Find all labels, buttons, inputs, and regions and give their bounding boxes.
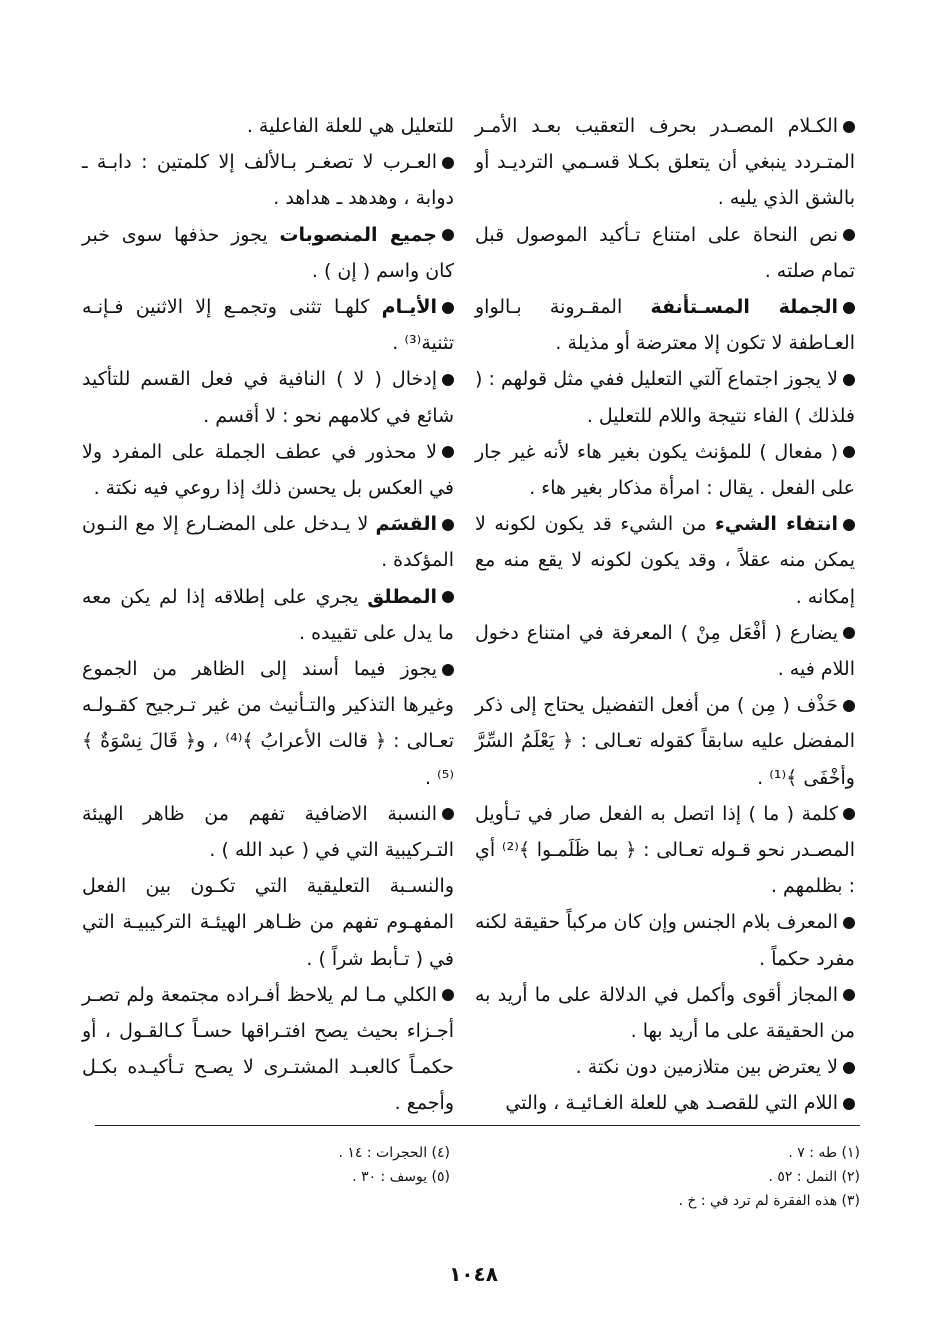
paragraph: [82, 289, 454, 361]
paragraph: [475, 289, 855, 361]
bullet-icon: [843, 374, 855, 386]
paragraph: [82, 506, 454, 578]
paragraph: [82, 868, 454, 977]
bullet-icon: [442, 989, 454, 1001]
footnote: (٢) النمل : ٥٢ .: [768, 1169, 860, 1185]
paragraph: [475, 217, 855, 289]
paragraph: [82, 108, 454, 144]
footnote: (٥) يوسف : ٣٠ .: [352, 1169, 450, 1185]
bullet-icon: [442, 808, 454, 820]
paragraph: [475, 1085, 855, 1121]
paragraph: [82, 361, 454, 433]
paragraph: [475, 687, 855, 796]
paragraph: [475, 506, 855, 615]
paragraph-text: الكلي مـا لم يلاحظ أفـراده مجتمعة ولم تصـر أجـزاء بحيث يصح افتـراقها حسـاً كـالقـول ، أو حكمـاً كالعبـد المشتـرى لا يصـح تـأكيـده بكـل وأجمع .: [82, 983, 454, 1115]
paragraph-text: إدخال ( لا ) النافية في فعل القسم للتأكيد شائع في كلامهم نحو : لا أقسم .: [82, 368, 454, 427]
paragraph-text: ( مفعال ) للمؤنث يكون بغير هاء لأنه غير جار على الفعل . يقال : امرأة مذكار بغير هاء .: [475, 440, 855, 500]
paragraph-lead: المطلق: [367, 585, 438, 608]
right-text-column: [475, 108, 855, 1122]
paragraph-text: كلمة ( ما ) إذا اتصل به الفعل صار في تـأويل المصـدر نحو قـوله تعـالى : ﴿ بما ظَلَمـوا ﴾⁽²⁾ أي : بظلمهم .: [475, 802, 855, 898]
paragraph-text: النسبة الاضافية تفهم من ظاهر الهيئة التـركيبية التي في ( عبد الله ) .: [82, 802, 454, 862]
bullet-icon: [442, 229, 454, 241]
paragraph-text: من الشيء قد يكون لكونه لا يمكن منه عقلاً ، وقد يكون لكونه لا يقع منه مع إمكانه .: [475, 513, 855, 608]
paragraph-text: المقـرونة بـالواو العـاطفة لا تكون إلا معترضة أو مذيلة .: [475, 296, 855, 355]
bullet-icon: [843, 808, 855, 820]
bullet-icon: [843, 121, 855, 133]
bullet-icon: [843, 302, 855, 314]
paragraph-text: المعرف بلام الجنس وإن كان مركباً حقيقة لكنه مفرد حكماً .: [475, 911, 855, 970]
footnote-separator: [95, 1125, 860, 1126]
paragraph: [475, 434, 855, 506]
bullet-icon: [442, 591, 454, 603]
paragraph-text: حَذْف ( مِن ) من أفعل التفضيل يحتاج إلى ذكر المفضل عليه سابقاً كقوله تعـالى : ﴿ يَعْلَمُ السِّرَّ وأخْفَى ﴾⁽¹⁾ .: [475, 694, 855, 789]
footnote: (٤) الحجرات : ١٤ .: [338, 1145, 450, 1161]
paragraph: [82, 217, 454, 289]
paragraph: [82, 434, 454, 506]
paragraph-text: والنسـبة التعليقية التي تكـون بين الفعل المفهـوم تفهم من ظـاهر الهيئـة التركيبيـة التي في ( تـأبط شراً ) .: [82, 875, 454, 970]
bullet-icon: [843, 229, 855, 241]
paragraph-text: المجاز أقوى وأكمل في الدلالة على ما أريد به من الحقيقة على ما أريد بها .: [475, 983, 855, 1043]
paragraph-lead: انتفاء الشيء: [714, 513, 838, 536]
bullet-icon: [843, 1062, 855, 1074]
paragraph-lead: الأيـام: [381, 296, 437, 319]
paragraph: [475, 977, 855, 1049]
paragraph: [82, 651, 454, 796]
page-number: ١٠٤٨: [449, 1262, 498, 1286]
paragraph: [82, 579, 454, 651]
paragraph: [475, 796, 855, 905]
footnotes-left: [95, 1141, 450, 1189]
paragraph-text: للتعليل هي للعلة الفاعلية .: [246, 115, 454, 137]
paragraph-text: يجوز فيما أسند إلى الظاهر من الجموع وغيرها التذكير والتـأنيث من غير تـرجيح كقـولـه تعـالى : ﴿ قالت الأعرابُ ﴾⁽⁴⁾ ، و﴿ قَالَ نِسْوَةٌ ﴾⁽⁵⁾ .: [82, 658, 455, 789]
paragraph: [475, 361, 855, 433]
bullet-icon: [843, 700, 855, 712]
paragraph-lead: جميع المنصوبات: [279, 223, 437, 246]
paragraph-text: لا يجوز اجتماع آلتي التعليل ففي مثل قولهم : ( فلذلك ) الفاء نتيجة واللام للتعليل .: [475, 368, 855, 427]
left-text-column: [82, 108, 454, 1122]
paragraph-text: اللام التي للقصـد هي للعلة الغـائيـة ، والتي: [505, 1092, 838, 1115]
paragraph: [82, 977, 454, 1122]
paragraph: [475, 904, 855, 976]
bullet-icon: [843, 627, 855, 639]
paragraph: [475, 1049, 855, 1085]
bullet-icon: [843, 917, 855, 929]
bullet-icon: [843, 446, 855, 458]
bullet-icon: [442, 519, 454, 531]
footnotes-right: [470, 1141, 860, 1213]
paragraph-lead: الجملة المسـتأنفة: [650, 296, 839, 319]
paragraph-text: لا محذور في عطف الجملة على المفرد ولا في العكس بل يحسن ذلك إذا روعي فيه نكتة .: [82, 440, 454, 500]
paragraph-text: لا يعترض بين متلازمين دون نكتة .: [575, 1056, 838, 1079]
paragraph-text: العـرب لا تصغـر بـالألف إلا كلمتين : دابـة ـ دوابة ، وهدهد ـ هداهد .: [82, 151, 454, 210]
paragraph: [82, 144, 454, 216]
bullet-icon: [843, 519, 855, 531]
bullet-icon: [442, 664, 454, 676]
paragraph-text: يجوز حذفها سوى خبر كان واسم ( إن ) .: [82, 223, 454, 282]
paragraph-text: لا يـدخل على المضـارع إلا مع النـون المؤكدة .: [82, 513, 454, 572]
paragraph-lead: القسَم: [375, 513, 438, 536]
paragraph-text: يجري على إطلاقه إذا لم يكن معه ما يدل على تقييده .: [82, 585, 454, 644]
paragraph-text: يضارع ( أفْعَل مِنْ ) المعرفة في امتناع دخول اللام فيه .: [475, 621, 855, 681]
bullet-icon: [843, 989, 855, 1001]
bullet-icon: [442, 374, 454, 386]
bullet-icon: [442, 302, 454, 314]
paragraph: [475, 615, 855, 687]
paragraph-text: نص النحاة على امتناع تـأكيد الموصول قبل تمام صلته .: [475, 223, 855, 282]
bullet-icon: [442, 157, 454, 169]
paragraph-text: كلهـا تثنى وتجمـع إلا الاثنين فـإنـه تثنية⁽³⁾ .: [82, 296, 454, 355]
bullet-icon: [442, 446, 454, 458]
paragraph: [475, 108, 855, 217]
footnote: (١) طه : ٧ .: [788, 1145, 860, 1161]
bullet-icon: [843, 1098, 855, 1110]
paragraph-text: الكـلام المصـدر بحرف التعقيب بعـد الأمـر المتـردد ينبغي أن يتعلق بكـلا قسـمي الترديـد أو بالشق الذي يليه .: [475, 115, 855, 210]
paragraph: [82, 796, 454, 868]
footnote: (٣) هذه الفقرة لم ترد في : خ .: [678, 1193, 860, 1209]
